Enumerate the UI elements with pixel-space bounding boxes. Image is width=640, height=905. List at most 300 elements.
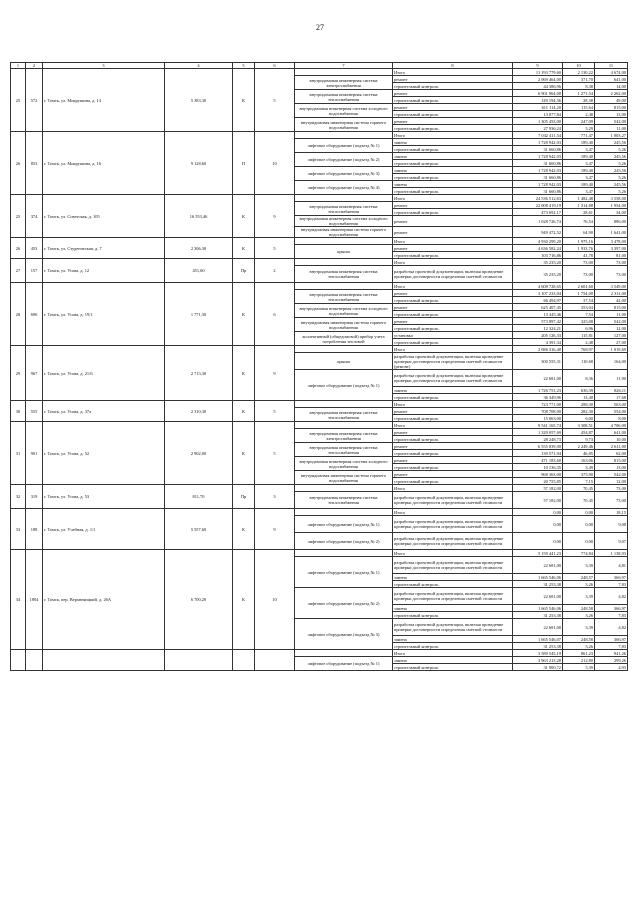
floors-count: 5 [255,69,295,132]
unit-cost-value: 3,47 [563,160,595,167]
unit-cost-value: 0,00 [563,509,595,516]
unit-cost-value: 2 130,22 [563,69,595,76]
house-area: 811,70 [165,485,233,509]
limit-cost-value: 5,26 [595,174,628,181]
cost-value: 31 660,86 [513,188,563,195]
cost-value: 13 345,46 [513,311,563,318]
limit-cost-value: 2 262,00 [595,90,628,97]
cost-value: 11 193 779,60 [513,69,563,76]
limit-cost-value: 73,00 [595,266,628,283]
row-number: 32 [11,485,26,509]
limit-cost-value: 826,11 [595,387,628,394]
cost-value: 205 126,33 [513,332,563,339]
limit-cost-value: 815,00 [595,457,628,464]
unit-cost-value: 1 975,16 [563,238,595,245]
system-name: крыша [295,245,393,259]
system-name: лифтовое оборудование (подъезд № 1) [295,139,393,153]
limit-cost-value: 563,00 [595,401,628,408]
unit-cost-value: 189,40 [563,181,595,188]
work-type: Итого [393,650,513,657]
system-name: внутридомовая инженерная система теплоснабжения [295,408,393,422]
wall-type: К [233,283,255,346]
work-type: строительный контроль [393,125,513,132]
limit-cost-value: 245,56 [595,167,628,174]
cost-value: 36 349,96 [513,394,563,401]
house-id: 853 [26,132,43,195]
cost-value: 3 963 213,28 [513,657,563,664]
house-id: 901 [26,422,43,485]
limit-cost-value: 366,97 [595,605,628,612]
cost-value: 2 086 316,40 [513,346,563,353]
limit-cost-value: 7,83 [595,581,628,588]
system-name [295,132,393,139]
house-id: 555 [26,401,43,422]
work-type: ремонт [393,290,513,297]
work-type: строительный контроль [393,436,513,443]
limit-cost-value: 13,00 [595,111,628,118]
header-cell: 8 [393,63,513,69]
system-name: внутридомовая инженерная система холодного водоснабжения [295,457,393,471]
cost-value: 625 407,45 [513,304,563,311]
house-area: 5 557,60 [165,509,233,550]
unit-cost-value: 2,48 [563,339,595,346]
unit-cost-value: 189,40 [563,167,595,174]
cost-value: 22 681,00 [513,370,563,387]
work-type: строительный контроль [393,664,513,671]
unit-cost-value: 7,15 [563,478,595,485]
work-type: ремонт [393,76,513,83]
house-address: г. Томск, ул. Усова, д. 52 [43,422,165,485]
work-type: разработка проектной документации, включая проведение проверки достоверности определения сметной стоимости [393,492,513,509]
work-type: разработка проектной документации, включая проведение проверки достоверности определения сметной стоимости [393,266,513,283]
limit-cost-value: 245,56 [595,153,628,160]
table-row [11,346,628,353]
work-type: ремонт [393,304,513,311]
limit-cost-value: 4 674,00 [595,69,628,76]
house-area: 5 383,30 [165,69,233,132]
limit-cost-value: 11,00 [595,125,628,132]
house-id: 157 [26,259,43,283]
unit-cost-value: 353,04 [563,304,595,311]
unit-cost-value: 247,09 [563,118,595,125]
wall-type: К [233,195,255,238]
house-address: г. Томск, ул. Студенческая, д. 7 [43,238,165,259]
work-type: замена [393,387,513,394]
work-type: замена [393,636,513,643]
house-address: г. Томск, ул. Мокрушина, д. 16 [43,132,165,195]
unit-cost-value: 115,81 [563,332,595,339]
cost-value: 1 329 057,69 [513,429,563,436]
unit-cost-value: 375,90 [563,471,595,478]
work-type: ремонт [393,471,513,478]
unit-cost-value: 0,00 [563,516,595,533]
cost-value: 1 728 942,03 [513,167,563,174]
house-id: 690 [26,283,43,346]
system-name [295,650,393,657]
system-name: лифтовое оборудование (подъезд № 1) [295,370,393,401]
cost-value: 949 472,52 [513,227,563,238]
cost-value: 4 930 299,20 [513,238,563,245]
unit-cost-value: 248,58 [563,605,595,612]
house-area: 6 700,20 [165,550,233,650]
floors-count: 5 [255,422,295,485]
cost-value: 20 755,85 [513,478,563,485]
system-name: лифтовое оборудование (подъезд № 4) [295,181,393,195]
cost-value: 473 692,17 [513,209,563,216]
work-type: строительный контроль [393,188,513,195]
unit-cost-value: 41,78 [563,252,595,259]
unit-cost-value: 189,40 [563,153,595,160]
work-type: строительный контроль [393,252,513,259]
limit-cost-value: 3 549,00 [595,283,628,290]
unit-cost-value: 3,39 [563,557,595,574]
system-name: внутридомовая инженерная система теплоснабжения [295,290,393,304]
unit-cost-value: 2 601,60 [563,283,595,290]
system-name: лифтовое оборудование (подъезд № 1) [295,657,393,671]
system-name: крыша [295,353,393,370]
limit-cost-value: 641,00 [595,76,628,83]
house-id [26,650,43,671]
work-type: строительный контроль [393,394,513,401]
cost-value: 31 253,38 [513,581,563,588]
work-type: Итого [393,509,513,516]
work-type: ремонт [393,90,513,97]
header-cell: 1 [11,63,26,69]
unit-cost-value: 5,39 [563,664,595,671]
limit-cost-value: 9,08 [595,516,628,533]
floors-count: 2 [255,259,295,283]
house-area: 2 306,30 [165,238,233,259]
limit-cost-value: 11,00 [595,311,628,318]
capital-repair-table [10,62,628,671]
table-row [11,132,628,139]
wall-type: Пр [233,485,255,509]
limit-cost-value: 42,00 [595,297,628,304]
work-type: строительный контроль [393,174,513,181]
cost-value: 24 536 512,63 [513,195,563,202]
limit-cost-value: 127,00 [595,332,628,339]
unit-cost-value: 28,38 [563,97,595,104]
system-name: лифтовое оборудование (подъезд № 1) [295,557,393,588]
work-type: строительный контроль [393,415,513,422]
limit-cost-value: 542,00 [595,471,628,478]
cost-value: 1 726 751,23 [513,387,563,394]
system-name [295,509,393,516]
system-name: лифтовое оборудование (подъезд № 3) [295,167,393,181]
limit-cost-value: 81,00 [595,252,628,259]
limit-cost-value: 542,00 [595,318,628,325]
unit-cost-value: 5,29 [563,125,595,132]
row-number: 29 [11,346,26,401]
work-type: ремонт [393,118,513,125]
unit-cost-value: 28,61 [563,209,595,216]
work-type: Итого [393,259,513,266]
unit-cost-value: 3,26 [563,612,595,619]
row-number: 25 [11,69,26,132]
cost-value: 10 136,35 [513,464,563,471]
system-name: лифтовое оборудование (подъезд № 2) [295,533,393,550]
unit-cost-value: 3 308,51 [563,422,595,429]
house-area: 9 128,60 [165,132,233,195]
wall-type: Пр [233,259,255,283]
system-name: лифтовое оборудование (подъезд № 3) [295,619,393,650]
wall-type: П [233,132,255,195]
limit-cost-value: 245,56 [595,181,628,188]
header-cell: 11 [595,63,628,69]
limit-cost-value: 366,97 [595,636,628,643]
limit-cost-value: 8,00 [595,415,628,422]
floors-count: 9 [255,509,295,550]
limit-cost-value: 11,90 [595,370,628,387]
unit-cost-value: 768,97 [563,346,595,353]
house-area: 2 310,30 [165,401,233,422]
floors-count: 5 [255,238,295,259]
cost-value: 4 391,34 [513,339,563,346]
limit-cost-value: 5,26 [595,188,628,195]
system-name [295,346,393,353]
table-row [11,650,628,657]
work-type: ремонт [393,457,513,464]
limit-cost-value: 3 558,00 [595,195,628,202]
system-name: внутридомовая инженерная система холодного водоснабжения [295,216,393,227]
work-type: разработка проектной документации, включая проведение проверки достоверности определения сметной стоимости [393,619,513,636]
wall-type: К [233,238,255,259]
house-address: г. Томск, ул. Советская, д. 105 [43,195,165,238]
cost-value: 573 897,42 [513,318,563,325]
work-type: замена [393,167,513,174]
limit-cost-value: 641,00 [595,429,628,436]
table-row [11,509,628,516]
cost-value: 0,00 [513,533,563,550]
unit-cost-value: 163,06 [563,457,595,464]
system-name: внутридомовая инженерная система холодного водоснабжения [295,304,393,318]
work-type: ремонт [393,443,513,450]
unit-cost-value: 1 271,54 [563,90,595,97]
work-type: разработка проектной документации, включая проведение проверки достоверности определения сметной стоимости [393,557,513,574]
cost-value: 66 494,97 [513,297,563,304]
house-id: 1804 [26,550,43,650]
system-name: внутридомовая инженерная система горячего водоснабжения [295,318,393,332]
unit-cost-value: 771,47 [563,132,595,139]
wall-type: К [233,69,255,132]
cost-value: 1 728 942,03 [513,153,563,160]
cost-value: 7 042 411,54 [513,132,563,139]
table-row [11,485,628,492]
system-name [295,195,393,202]
limit-cost-value: 245,56 [595,139,628,146]
limit-cost-value: 886,00 [595,216,628,227]
work-type: Итого [393,485,513,492]
limit-cost-value: 27,00 [595,339,628,346]
table-row [11,401,628,408]
cost-value: 22 008 419,19 [513,202,563,209]
system-name [295,259,393,266]
unit-cost-value: 3,26 [563,581,595,588]
cost-value: 22 681,00 [513,557,563,574]
row-number: 30 [11,401,26,422]
work-type: строительный контроль [393,478,513,485]
limit-cost-value: 164,00 [595,353,628,370]
cost-value: 149 194,36 [513,97,563,104]
limit-cost-value: 366,97 [595,574,628,581]
limit-cost-value: 1 954,00 [595,202,628,209]
row-number: 31 [11,422,26,485]
unit-cost-value: 8,38 [563,83,595,90]
unit-cost-value: 6,96 [563,325,595,332]
house-address: г. Томск, ул. Усова, д. 37а [43,401,165,422]
system-name: внутридомовая инженерная система теплоснабжения [295,443,393,457]
unit-cost-value: 73,00 [563,266,595,283]
work-type: строительный контроль [393,339,513,346]
system-name [295,283,393,290]
unit-cost-value: 76,54 [563,216,595,227]
house-area: 2 902,00 [165,422,233,485]
work-type: строительный контроль [393,325,513,332]
cost-value: 723 771,00 [513,401,563,408]
system-name: лифтовое оборудование (подъезд № 1) [295,516,393,533]
unit-cost-value: 212,80 [563,657,595,664]
limit-cost-value: 299,26 [595,657,628,664]
limit-cost-value: 7,83 [595,612,628,619]
work-type: разработка проектной документации, включая проведение проверки достоверности определения сметной стоимости [393,370,513,387]
cost-value: 22 681,00 [513,588,563,605]
house-area: 16 553,46 [165,195,233,238]
work-type: Итого [393,69,513,76]
system-name: внутридомовая инженерная система горячего водоснабжения [295,471,393,485]
unit-cost-value: 13,40 [563,394,595,401]
limit-cost-value: 73,00 [595,492,628,509]
system-name: внутридомовая инженерная система теплоснабжения [295,90,393,104]
work-type: Итого [393,422,513,429]
house-address: г. Томск, пер. Верхнеяицкий, д. 26А [43,550,165,650]
work-type: замена [393,605,513,612]
row-number: 28 [11,283,26,346]
work-type: строительный контроль [393,97,513,104]
cost-value: 35 235,20 [513,266,563,283]
unit-cost-value: 3,39 [563,619,595,636]
limit-cost-value: 1 138,93 [595,550,628,557]
cost-value: 31 660,86 [513,160,563,167]
cost-value: 1 728 942,03 [513,181,563,188]
house-address: г. Томск, ул. Усова, д. 19/1 [43,283,165,346]
limit-cost-value: 12,00 [595,325,628,332]
work-type: строительный контроль [393,311,513,318]
unit-cost-value: 774,84 [563,550,595,557]
floors-count: 5 [255,401,295,422]
table-row [11,550,628,557]
house-area: 2 713,30 [165,346,233,401]
cost-value: 300 555,31 [513,353,563,370]
limit-cost-value: 18,15 [595,509,628,516]
unit-cost-value: 7,54 [563,311,595,318]
work-type: разработка проектной документации, включая проведение проверки достоверности определения сметной стоимости [393,516,513,533]
cost-value: 4 636 582,24 [513,245,563,252]
table-row [11,238,628,245]
work-type: разработка проектной документации, включая проведение проверки достоверности определения сметной стоимости [393,533,513,550]
unit-cost-value: 861,23 [563,650,595,657]
cost-value: 13 077,84 [513,111,563,118]
work-type: замена [393,657,513,664]
unit-cost-value: 288,30 [563,401,595,408]
floors-count: 10 [255,132,295,195]
house-id: 188 [26,509,43,550]
system-name: внутридомовая инженерная система электроснабжения [295,76,393,90]
limit-cost-value: 3 397,00 [595,245,628,252]
work-type: ремонт [393,227,513,238]
work-type: строительный контроль [393,160,513,167]
unit-cost-value: 73,00 [563,259,595,266]
system-name [295,69,393,76]
house-address: г. Томск, ул. Мокрушина, д. 14 [43,69,165,132]
wall-type: К [233,401,255,422]
unit-cost-value: 189,40 [563,139,595,146]
cost-value: 1 665 546,06 [513,574,563,581]
house-address: г. Томск, ул. Усова, д. 53 [43,485,165,509]
unit-cost-value: 70,45 [563,485,595,492]
work-type: строительный контроль [393,581,513,588]
unit-cost-value: 8,36 [563,370,595,387]
unit-cost-value: 3,47 [563,174,595,181]
cost-value: 1 728 942,03 [513,139,563,146]
limit-cost-value: 1 003,27 [595,132,628,139]
cost-value: 9 541 165,74 [513,422,563,429]
unit-cost-value: 1 482,48 [563,195,595,202]
floors-count [255,650,295,671]
work-type: строительный контроль [393,450,513,457]
system-name: лифтовое оборудование (подъезд № 2) [295,588,393,619]
unit-cost-value: 454,87 [563,429,595,436]
limit-cost-value: 4 706,00 [595,422,628,429]
work-type: Итого [393,132,513,139]
cost-value: 15 063,00 [513,415,563,422]
work-type: строительный контроль [393,643,513,650]
unit-cost-value: 110,68 [563,353,595,370]
unit-cost-value: 248,58 [563,636,595,643]
work-type: ремонт [393,245,513,252]
unit-cost-value: 3,47 [563,146,595,153]
limit-cost-value: 941,26 [595,650,628,657]
limit-cost-value: 4,81 [595,557,628,574]
unit-cost-value: 2,48 [563,111,595,118]
system-name [295,550,393,557]
header-cell: 7 [295,63,393,69]
cost-value: 0,00 [513,509,563,516]
unit-cost-value: 3,47 [563,188,595,195]
unit-cost-value: 6,00 [563,415,595,422]
work-type: ремонт [393,429,513,436]
cost-value: 35 235,20 [513,259,563,266]
system-name [295,422,393,429]
unit-cost-value: 64,90 [563,227,595,238]
work-type: замена [393,153,513,160]
unit-cost-value: 0,00 [563,533,595,550]
work-type: разработка проектной документации, включая проведение проверки достоверности определения сметной стоимости [393,588,513,605]
house-id: 319 [26,485,43,509]
floors-count: 9 [255,346,295,401]
work-type: строительный контроль [393,464,513,471]
unit-cost-value: 1 314,88 [563,202,595,209]
cost-value: 1 665 546,07 [513,636,563,643]
cost-value: 1 305 453,00 [513,118,563,125]
work-type: установка [393,332,513,339]
wall-type [233,650,255,671]
limit-cost-value: 542,00 [595,118,628,125]
unit-cost-value: 3,26 [563,643,595,650]
system-name [295,238,393,245]
cost-value: 5 159 441,23 [513,550,563,557]
work-type: разработка проектной документации, включая проведение проверки достоверности определения сметной стоимости (ремонт) [393,353,513,370]
cost-value: 31 900,72 [513,664,563,671]
